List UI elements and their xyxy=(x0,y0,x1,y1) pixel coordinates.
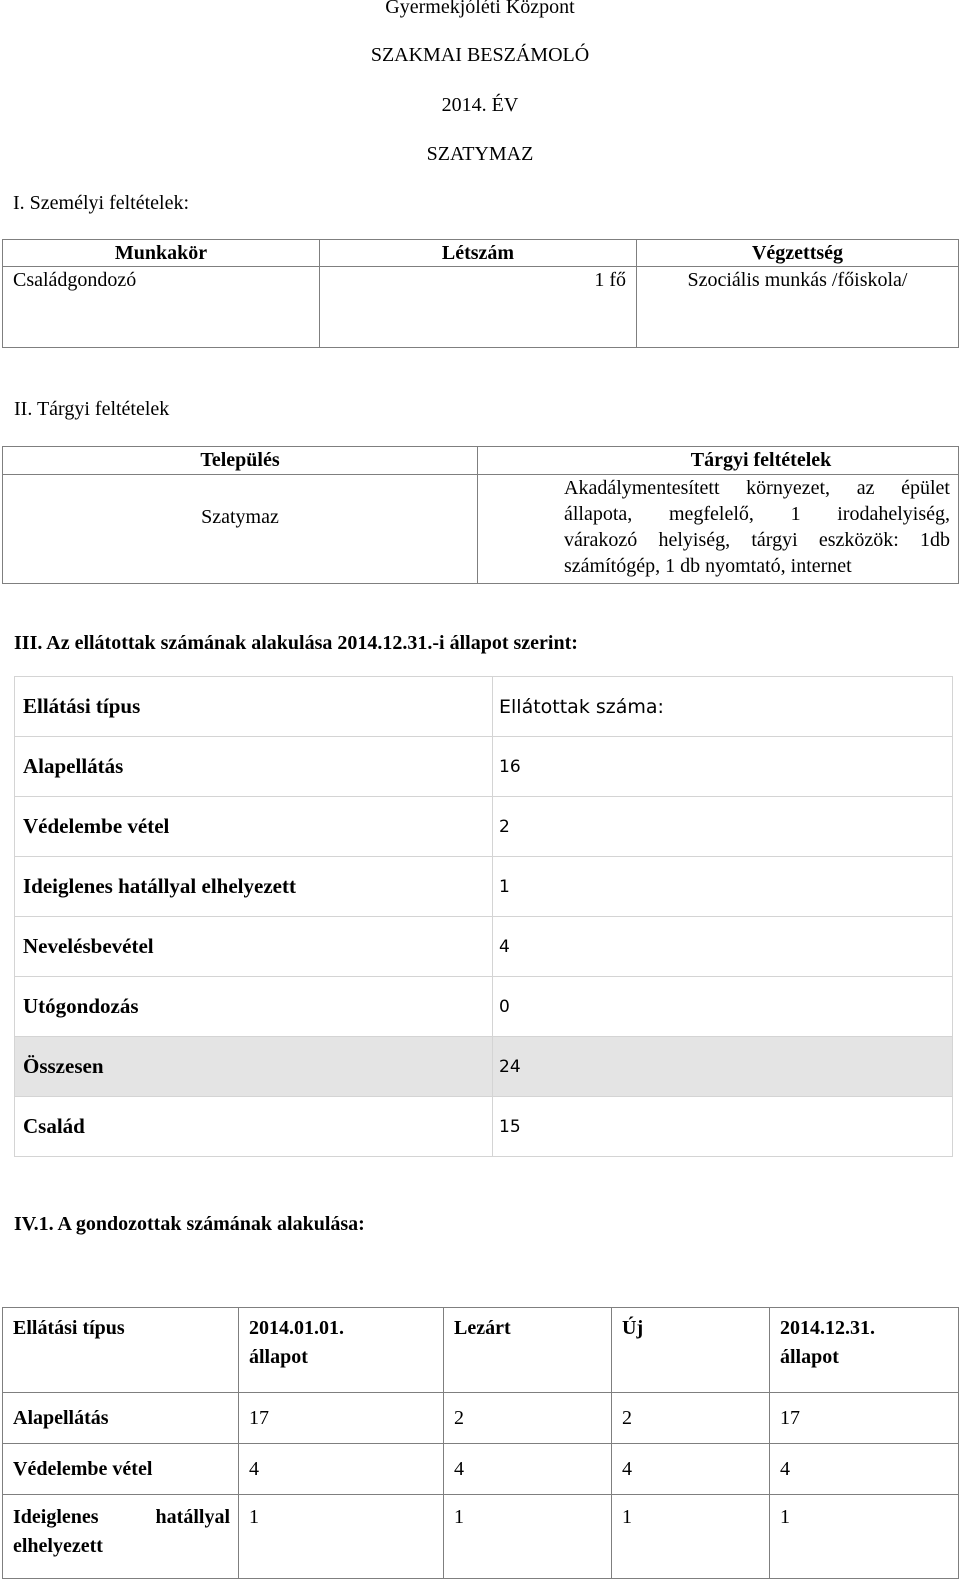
cell-count: 1 fő xyxy=(320,267,637,348)
section-1-title: I. Személyi feltételek: xyxy=(13,192,190,214)
row-label: Család xyxy=(15,1097,493,1157)
row-label-line-1: Ideiglenes hatállyal xyxy=(13,1506,230,1528)
col-header-end-state: állapot xyxy=(780,1346,839,1368)
col-header-job: Munkakör xyxy=(3,240,320,267)
section-4-title: IV.1. A gondozottak számának alakulása: xyxy=(14,1213,365,1235)
row-label: Utógondozás xyxy=(15,977,493,1037)
row-new: 2 xyxy=(612,1393,770,1444)
row-value: 2 xyxy=(493,797,953,857)
col-header-education: Végzettség xyxy=(637,240,959,267)
row-label: Ideiglenes hatállyal elhelyezett xyxy=(15,857,493,917)
col-header-closed: Lezárt xyxy=(444,1308,612,1393)
row-end: 4 xyxy=(770,1444,959,1495)
row-label: Alapellátás xyxy=(3,1393,239,1444)
col-header-settlement: Település xyxy=(3,447,478,475)
row-end: 1 xyxy=(770,1495,959,1579)
cell-job: Családgondozó xyxy=(3,267,320,348)
row-new: 1 xyxy=(612,1495,770,1579)
total-label: Összesen xyxy=(15,1037,493,1097)
col-header-type: Ellátási típus xyxy=(15,677,493,737)
row-value: 1 xyxy=(493,857,953,917)
conditions-line: várakozó helyiség, tárgyi eszközök: 1db xyxy=(564,529,950,551)
row-end: 17 xyxy=(770,1393,959,1444)
report-year: 2014. ÉV xyxy=(441,94,519,116)
col-header-new: Új xyxy=(612,1308,770,1393)
row-label: Nevelésbevétel xyxy=(15,917,493,977)
row-label-line-2: elhelyezett xyxy=(13,1535,103,1557)
report-title: SZAKMAI BESZÁMOLÓ xyxy=(370,44,590,66)
col-header-start xyxy=(239,1308,444,1393)
col-header-end xyxy=(770,1308,959,1393)
material-conditions-table xyxy=(2,446,959,584)
col-header-type: Ellátási típus xyxy=(3,1308,239,1393)
report-town: SZATYMAZ xyxy=(426,143,534,165)
cell-settlement: Szatymaz xyxy=(3,475,478,584)
col-header-start-state: állapot xyxy=(249,1346,308,1368)
section-3-title: III. Az ellátottak számának alakulása 2014.12.31.-i állapot szerint: xyxy=(14,632,578,654)
row-value: 4 xyxy=(493,917,953,977)
row-closed: 4 xyxy=(444,1444,612,1495)
row-label: Alapellátás xyxy=(15,737,493,797)
org-name: Gyermekjóléti Központ xyxy=(385,0,575,18)
col-header-start-date: 2014.01.01. xyxy=(249,1317,344,1339)
row-closed: 1 xyxy=(444,1495,612,1579)
conditions-line: állapota, megfelelő, 1 irodahelyiség, xyxy=(564,503,950,525)
col-header-clients: Ellátottak száma: xyxy=(493,677,953,737)
row-start: 4 xyxy=(239,1444,444,1495)
row-label: Védelembe vétel xyxy=(15,797,493,857)
row-value: 16 xyxy=(493,737,953,797)
section-2-title: II. Tárgyi feltételek xyxy=(14,398,170,420)
row-new: 4 xyxy=(612,1444,770,1495)
col-header-conditions: Tárgyi feltételek xyxy=(478,447,959,475)
col-header-end-date: 2014.12.31. xyxy=(780,1317,875,1339)
row-closed: 2 xyxy=(444,1393,612,1444)
conditions-line: számítógép, 1 db nyomtató, internet xyxy=(564,555,852,577)
row-start: 17 xyxy=(239,1393,444,1444)
cell-conditions xyxy=(478,475,959,584)
conditions-line: Akadálymentesített környezet, az épület xyxy=(564,477,950,499)
cell-education: Szociális munkás /főiskola/ xyxy=(637,267,959,348)
row-label xyxy=(3,1495,239,1579)
total-value: 24 xyxy=(493,1037,953,1097)
row-start: 1 xyxy=(239,1495,444,1579)
col-header-count: Létszám xyxy=(320,240,637,267)
row-value: 0 xyxy=(493,977,953,1037)
personnel-table xyxy=(2,239,959,348)
clients-count-table xyxy=(14,676,953,1157)
row-value: 15 xyxy=(493,1097,953,1157)
cared-count-table xyxy=(2,1307,959,1579)
row-label: Védelembe vétel xyxy=(3,1444,239,1495)
